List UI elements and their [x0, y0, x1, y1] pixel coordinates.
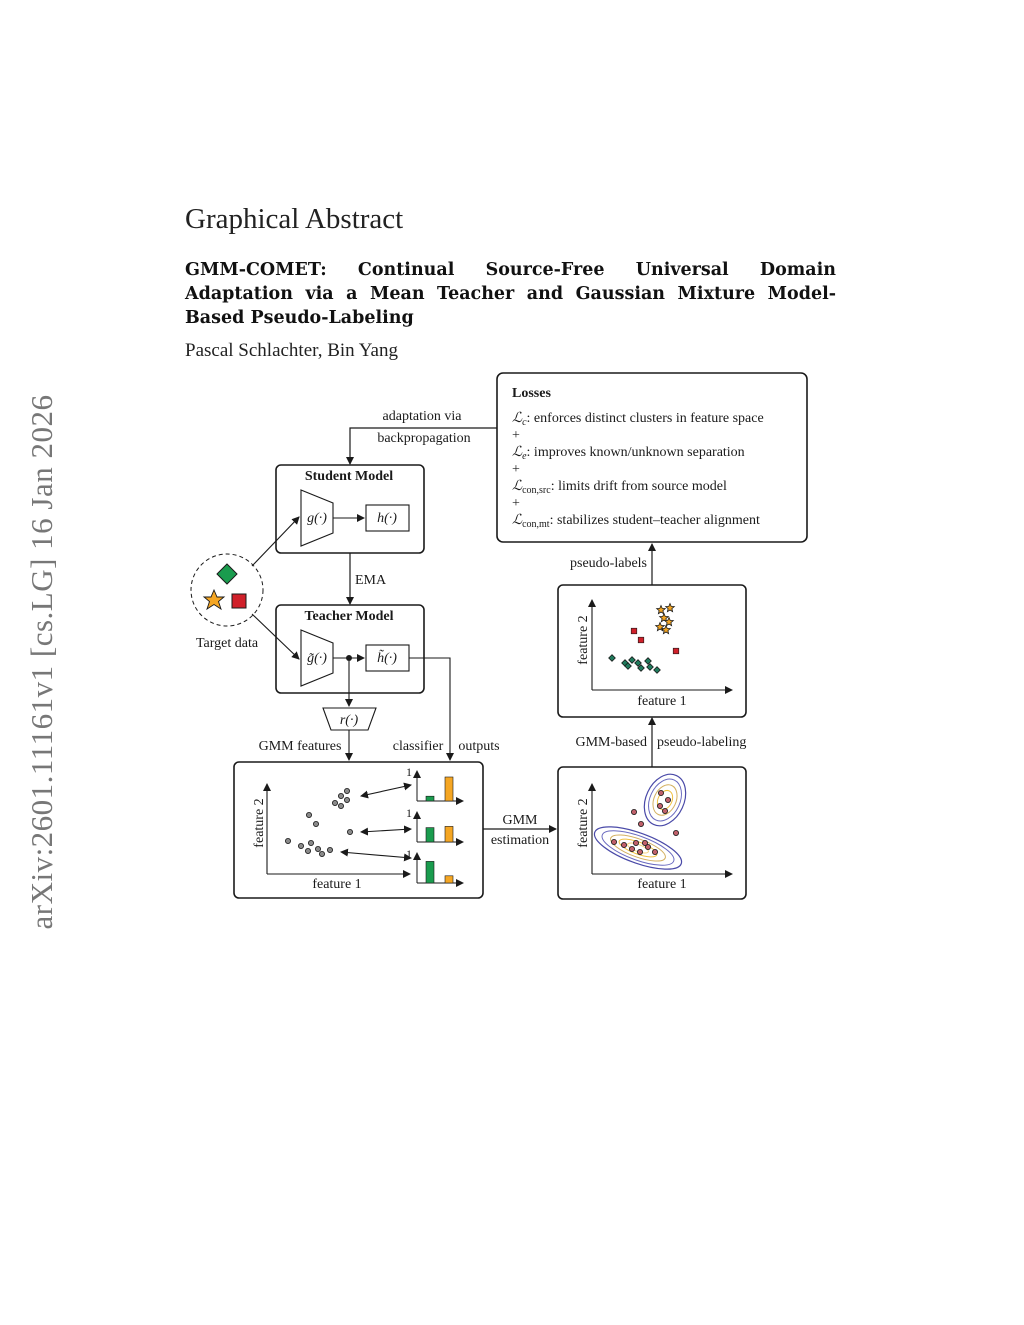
feature-point [313, 821, 318, 826]
r-function-label: r(·) [339, 713, 359, 728]
loss-item-c: ℒ$_c$: enforces distinct clusters in feature space [512, 411, 764, 428]
feature-point [657, 803, 662, 808]
axis-y-label-2: feature 2 [576, 798, 591, 848]
feature-point [347, 829, 352, 834]
gmm-based-label: GMM-based [575, 735, 647, 750]
section-heading: Graphical Abstract [185, 203, 404, 235]
loss-item-e: ℒ$_e$: improves known/unknown separation [512, 445, 745, 462]
teacher-model-title: Teacher Model [304, 609, 394, 624]
student-g-label: g(·) [307, 511, 327, 526]
square-marker [638, 637, 644, 643]
paper-title: GMM-COMET: Continual Source-Free Universal Domain Adaptation via a Mean Teacher and Gaussian Mixture Model-Based Pseudo-Labeling [185, 260, 836, 328]
feature-point [315, 846, 320, 851]
plus-sign-3: + [512, 496, 520, 511]
square-marker [631, 628, 637, 634]
teacher-model-box [276, 605, 424, 693]
target-data-label: Target data [195, 636, 259, 651]
pseudo-labels-label: pseudo-labels [570, 556, 647, 571]
gmm-estimation-label-1: GMM [502, 813, 538, 828]
feature-point [673, 830, 678, 835]
axis-y-label-3: feature 2 [576, 615, 591, 665]
bar-orange [445, 777, 453, 801]
losses-heading: Losses [512, 386, 551, 401]
feature-point [308, 840, 313, 845]
feature-point [637, 849, 642, 854]
adaptation-label: adaptation via [382, 409, 462, 424]
axis-x-label-1: feature 1 [312, 877, 362, 892]
bar-axis-tick: 1 [406, 765, 412, 779]
bar-axis-tick: 1 [406, 847, 412, 861]
pseudo-labeling-label: pseudo-labeling [657, 735, 747, 750]
losses-box [497, 373, 807, 542]
feature-point [621, 842, 626, 847]
feature-point [662, 808, 667, 813]
student-model-title: Student Model [304, 469, 394, 484]
arxiv-side-stamp: arXiv:2601.11161v1 [cs.LG] 16 Jan 2026 [24, 394, 59, 930]
feature-point [306, 812, 311, 817]
target-data-cluster [191, 554, 263, 651]
feature-point [638, 821, 643, 826]
square-marker [673, 648, 679, 654]
feature-point [631, 809, 636, 814]
feature-point [629, 846, 634, 851]
gmm-features-label: GMM features [258, 739, 342, 754]
teacher-h-label: h̃(·) [377, 651, 397, 666]
feature-point [285, 838, 290, 843]
branch-dot [346, 655, 352, 661]
feature-point [665, 797, 670, 802]
bar-orange [445, 876, 453, 883]
bar-green [426, 796, 434, 801]
bar-axis-tick: 1 [406, 806, 412, 820]
feature-point [298, 843, 303, 848]
feature-point [338, 793, 343, 798]
feature-output-panel [234, 762, 483, 898]
feature-point [611, 839, 616, 844]
feature-point [305, 848, 310, 853]
loss-item-con-src: ℒ$_{con,src}$: limits drift from source model [512, 479, 727, 496]
axis-x-label-2: feature 1 [637, 877, 687, 892]
feature-point [332, 800, 337, 805]
paper-authors: Pascal Schlachter, Bin Yang [185, 340, 398, 361]
axis-x-label-3: feature 1 [637, 694, 687, 709]
feature-point [327, 847, 332, 852]
plus-sign-1: + [512, 428, 520, 443]
student-h-label: h(·) [377, 511, 397, 526]
bar-green [426, 828, 434, 842]
gmm-panel [558, 767, 746, 899]
feature-point [344, 797, 349, 802]
bar-orange [445, 826, 453, 842]
backpropagation-label: backpropagation [377, 431, 471, 446]
teacher-g-label: g̃(·) [307, 651, 327, 666]
loss-item-con-mt: ℒ$_{con,mt}$: stabilizes student–teacher alignment [512, 513, 760, 530]
feature-point [344, 788, 349, 793]
classifier-label: classifier [392, 739, 444, 754]
plus-sign-2: + [512, 462, 520, 477]
ema-label: EMA [355, 573, 387, 588]
feature-point [658, 790, 663, 795]
outputs-label: outputs [458, 739, 500, 754]
feature-point [642, 840, 647, 845]
feature-point [319, 851, 324, 856]
pseudo-label-panel [558, 585, 746, 717]
feature-point [652, 849, 657, 854]
feature-point [338, 803, 343, 808]
bar-green [426, 861, 434, 883]
gmm-estimation-label-2: estimation [490, 833, 550, 848]
student-model-box [276, 465, 424, 553]
target-square-icon [232, 594, 246, 608]
feature-point [633, 840, 638, 845]
axis-y-label-1: feature 2 [252, 798, 267, 848]
